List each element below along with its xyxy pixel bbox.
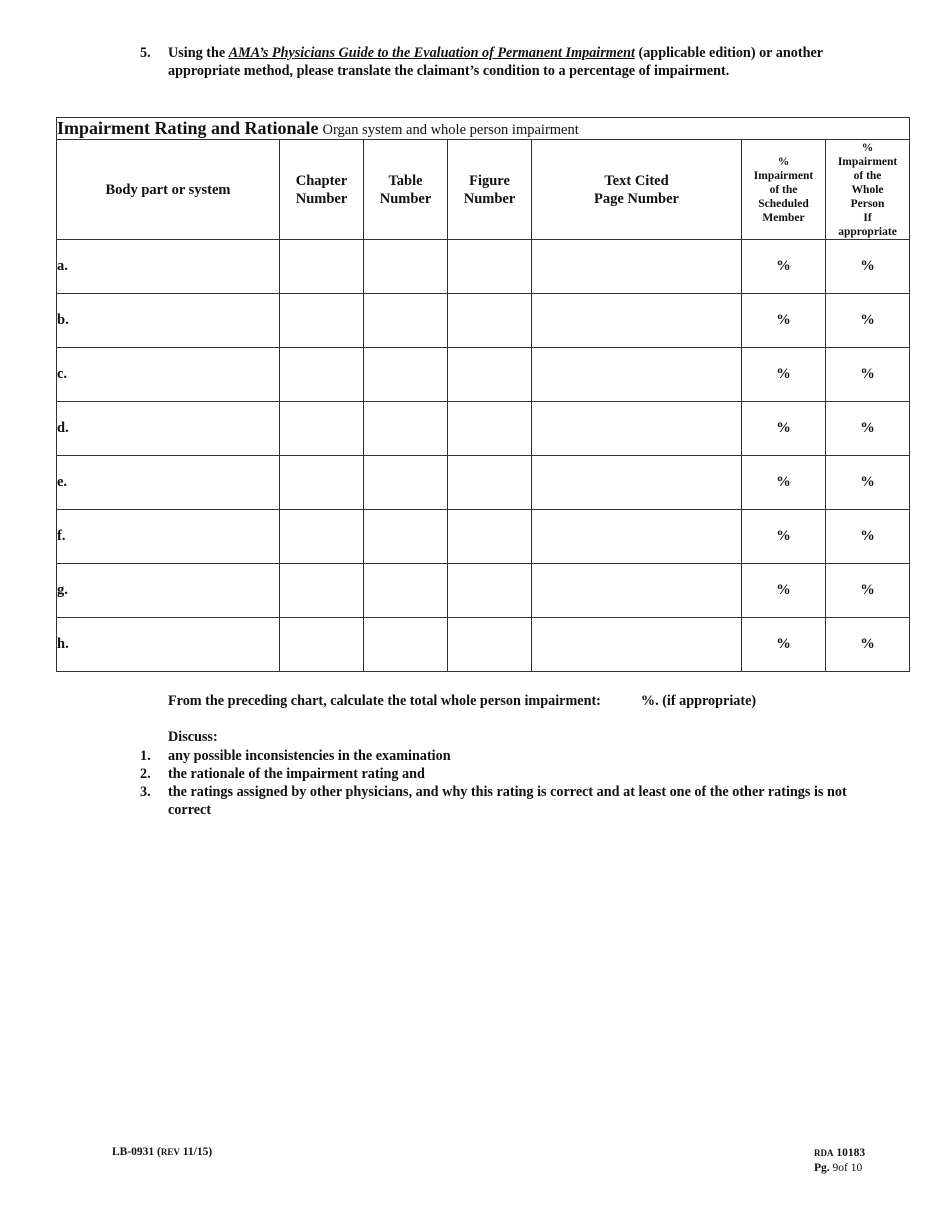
chapter-number-cell[interactable] <box>280 348 364 402</box>
table-number-cell[interactable] <box>364 618 448 672</box>
discuss-item: 1. any possible inconsistencies in the examination <box>140 748 451 764</box>
text-cited-cell[interactable] <box>532 402 742 456</box>
table-number-cell[interactable] <box>364 456 448 510</box>
table-number-cell[interactable] <box>364 510 448 564</box>
table-caption <box>57 118 910 140</box>
table-caption-subtitle: Organ system and whole person impairment <box>322 122 579 138</box>
table-row <box>57 456 910 510</box>
pct-scheduled-cell[interactable]: % <box>742 294 826 348</box>
text-cited-cell[interactable] <box>532 348 742 402</box>
question-number: 5. <box>140 45 151 61</box>
discuss-heading: Discuss: <box>168 729 218 745</box>
figure-number-cell[interactable] <box>448 618 532 672</box>
figure-number-cell[interactable] <box>448 240 532 294</box>
figure-number-cell[interactable] <box>448 564 532 618</box>
table-number-cell[interactable] <box>364 402 448 456</box>
question-rest: (applicable edition) or another appropriate method, please translate the claimant’s condition to a percentage of impairment. <box>168 45 823 79</box>
table-row <box>57 294 910 348</box>
pct-scheduled-cell[interactable]: % <box>742 240 826 294</box>
discuss-list <box>140 747 880 819</box>
text-cited-cell[interactable] <box>532 510 742 564</box>
figure-number-cell[interactable] <box>448 294 532 348</box>
table-row <box>57 510 910 564</box>
table-row <box>57 402 910 456</box>
total-suffix: %. (if appropriate) <box>640 693 757 709</box>
chapter-number-cell[interactable] <box>280 564 364 618</box>
figure-number-cell[interactable] <box>448 456 532 510</box>
chapter-number-cell[interactable] <box>280 294 364 348</box>
header-table-number: Table Number <box>364 140 448 240</box>
question-5 <box>140 44 870 80</box>
row-label: h. <box>57 618 280 672</box>
total-label: From the preceding chart, calculate the total whole person impairment: <box>168 693 601 709</box>
header-pct-scheduled-member: % Impairment of the Scheduled Member <box>742 140 826 240</box>
pct-scheduled-cell[interactable]: % <box>742 618 826 672</box>
form-number: LB-0931 (REV 11/15) <box>112 1146 213 1158</box>
row-label: b. <box>57 294 280 348</box>
row-label: g. <box>57 564 280 618</box>
row-label: a. <box>57 240 280 294</box>
discuss-item: 2. the rationale of the impairment rating and <box>140 766 425 782</box>
impairment-rating-table <box>56 117 910 672</box>
table-row <box>57 564 910 618</box>
question-lead: Using the <box>168 45 229 61</box>
pct-whole-person-cell[interactable]: % <box>826 402 910 456</box>
row-label: e. <box>57 456 280 510</box>
rda-page-info: RDA 10183 Pg. 9of 10 <box>814 1147 866 1174</box>
chapter-number-cell[interactable] <box>280 618 364 672</box>
table-number-cell[interactable] <box>364 348 448 402</box>
figure-number-cell[interactable] <box>448 348 532 402</box>
pct-whole-person-cell[interactable]: % <box>826 294 910 348</box>
row-label: d. <box>57 402 280 456</box>
table-row <box>57 240 910 294</box>
table-number-cell[interactable] <box>364 294 448 348</box>
header-body-part: Body part or system <box>57 140 280 240</box>
pct-whole-person-cell[interactable]: % <box>826 510 910 564</box>
row-label: f. <box>57 510 280 564</box>
pct-whole-person-cell[interactable]: % <box>826 240 910 294</box>
pct-whole-person-cell[interactable]: % <box>826 618 910 672</box>
table-row <box>57 348 910 402</box>
text-cited-cell[interactable] <box>532 456 742 510</box>
table-row <box>57 618 910 672</box>
table-number-cell[interactable] <box>364 240 448 294</box>
chapter-number-cell[interactable] <box>280 402 364 456</box>
text-cited-cell[interactable] <box>532 564 742 618</box>
figure-number-cell[interactable] <box>448 402 532 456</box>
total-whole-person-line <box>168 693 756 710</box>
header-pct-whole-person: % Impairment of the Whole Person If appropriate <box>826 140 910 240</box>
pct-scheduled-cell[interactable]: % <box>742 348 826 402</box>
pct-whole-person-cell[interactable]: % <box>826 348 910 402</box>
figure-number-cell[interactable] <box>448 510 532 564</box>
pct-scheduled-cell[interactable]: % <box>742 564 826 618</box>
pct-whole-person-cell[interactable]: % <box>826 564 910 618</box>
chapter-number-cell[interactable] <box>280 456 364 510</box>
pct-scheduled-cell[interactable]: % <box>742 456 826 510</box>
table-caption-title: Impairment Rating and Rationale <box>57 118 319 138</box>
header-text-cited-page: Text Cited Page Number <box>532 140 742 240</box>
guide-title: AMA’s Physicians Guide to the Evaluation of Permanent Impairment <box>228 45 635 61</box>
header-chapter-number: Chapter Number <box>280 140 364 240</box>
pct-whole-person-cell[interactable]: % <box>826 456 910 510</box>
header-figure-number: Figure Number <box>448 140 532 240</box>
text-cited-cell[interactable] <box>532 240 742 294</box>
table-number-cell[interactable] <box>364 564 448 618</box>
text-cited-cell[interactable] <box>532 618 742 672</box>
pct-scheduled-cell[interactable]: % <box>742 402 826 456</box>
chapter-number-cell[interactable] <box>280 240 364 294</box>
chapter-number-cell[interactable] <box>280 510 364 564</box>
discuss-item: 3. the ratings assigned by other physicians, and why this rating is correct and at least one of the other ratings is not correct <box>140 784 847 818</box>
row-label: c. <box>57 348 280 402</box>
pct-scheduled-cell[interactable]: % <box>742 510 826 564</box>
text-cited-cell[interactable] <box>532 294 742 348</box>
